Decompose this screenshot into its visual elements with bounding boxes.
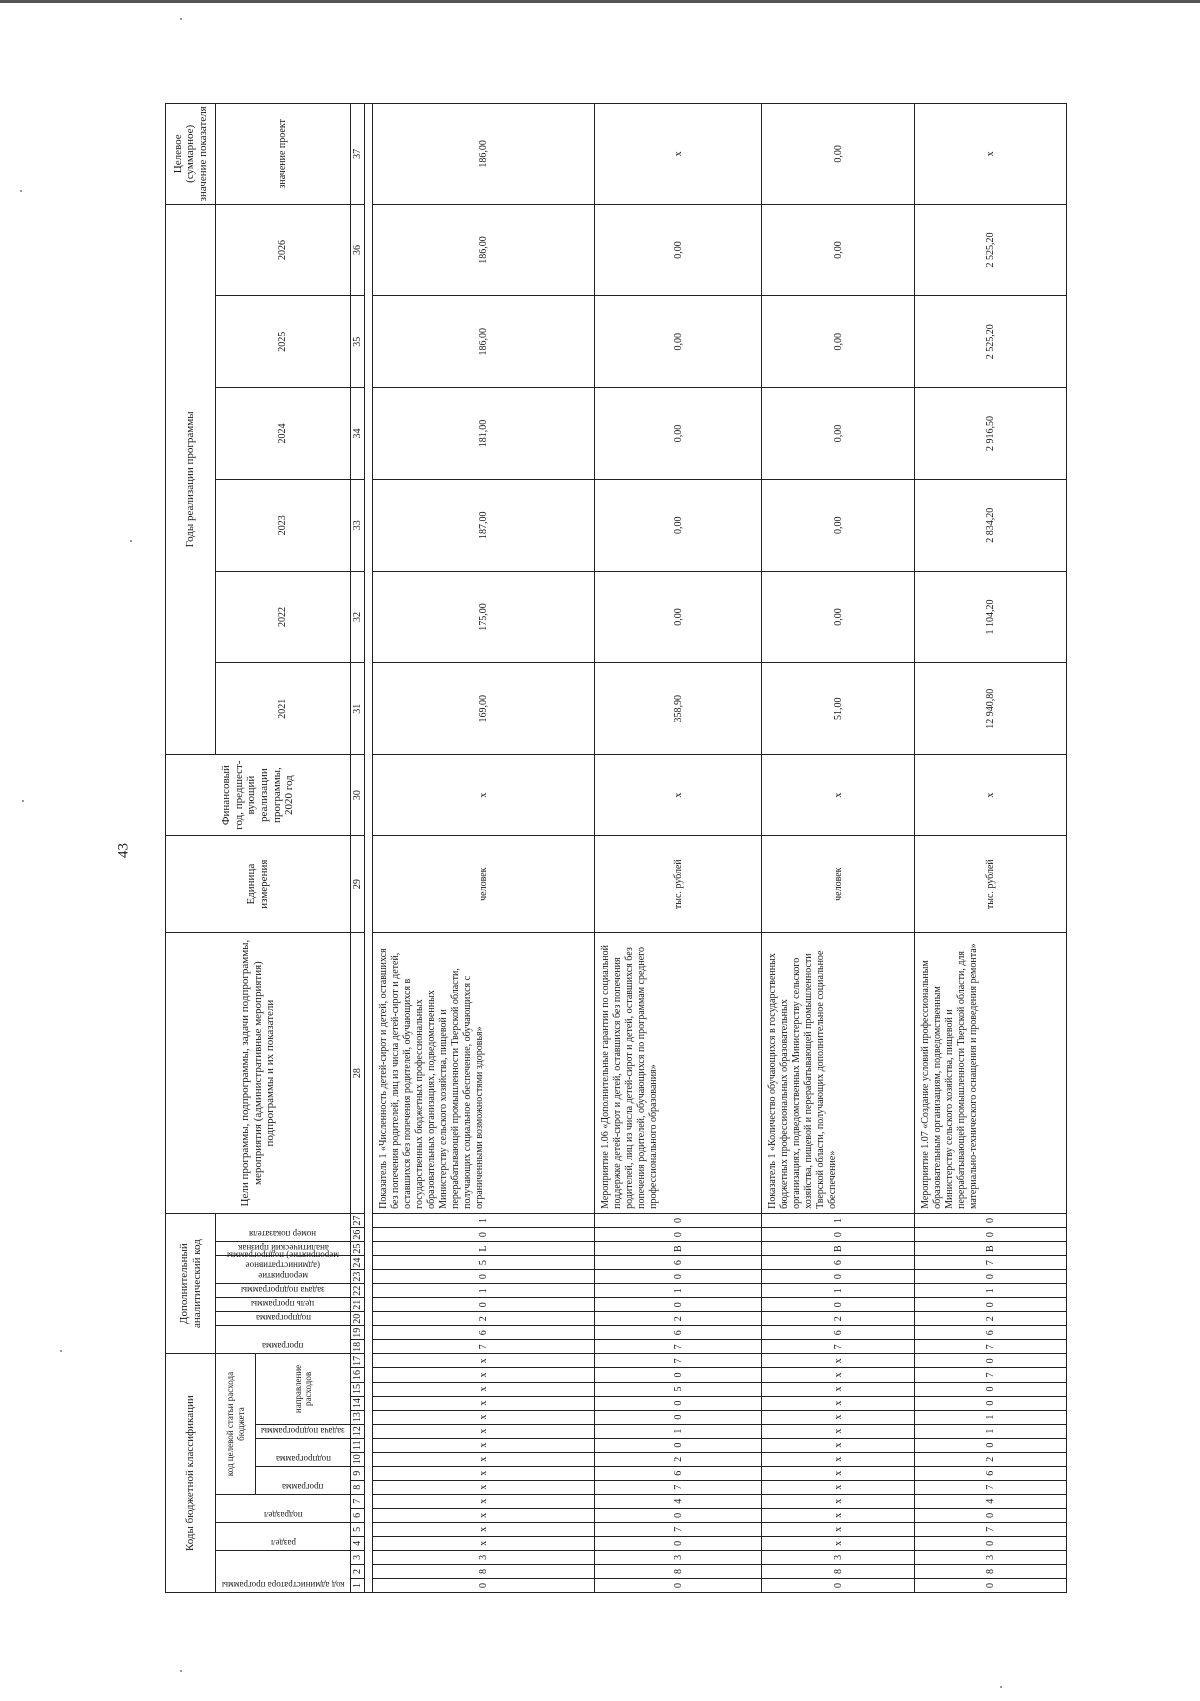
code-digit: 7 bbox=[595, 1340, 762, 1354]
page-number: 43 bbox=[115, 843, 132, 858]
row-year-value: 0,00 bbox=[595, 571, 762, 663]
column-number: 11 bbox=[351, 1438, 365, 1452]
code-digit: 0 bbox=[915, 1396, 1067, 1410]
code-digit: 0 bbox=[595, 1410, 762, 1424]
code-digit: 6 bbox=[595, 1256, 762, 1270]
column-number: 26 bbox=[351, 1228, 365, 1242]
code-digit: 7 bbox=[915, 1368, 1067, 1382]
code-digit: х bbox=[762, 1466, 915, 1480]
code-digit: х bbox=[373, 1424, 595, 1438]
column-number: 20 bbox=[351, 1312, 365, 1326]
column-number: 7 bbox=[351, 1494, 365, 1508]
code-digit: 0 bbox=[373, 1298, 595, 1312]
code-digit: 1 bbox=[915, 1284, 1067, 1298]
code-digit: 6 bbox=[762, 1256, 915, 1270]
code-digit: х bbox=[373, 1466, 595, 1480]
scan-speck bbox=[60, 1350, 62, 1352]
code-digit: 1 bbox=[373, 1213, 595, 1227]
target-article-header: код целевой статьи расхода бюджета bbox=[216, 1354, 256, 1494]
podrazdel-header: подраздел bbox=[216, 1494, 351, 1522]
code-digit: 0 bbox=[373, 1228, 595, 1242]
code-digit: х bbox=[762, 1522, 915, 1536]
row-description: Мероприятие 1.07 «Создание условий профессиональным образовательным организациям, подведомственным Министерству сельского хозяйства, пищевой и перерабатывающей промышленности Тверской области, для материально-технического оснащения и проведения ремонта» bbox=[915, 933, 1067, 1214]
column-number-row bbox=[351, 104, 365, 1593]
column-number: 9 bbox=[351, 1466, 365, 1480]
row-year-value: 181,00 bbox=[373, 388, 595, 480]
code-digit: 2 bbox=[915, 1312, 1067, 1326]
program-table bbox=[165, 103, 1067, 1593]
code-digit: 6 bbox=[595, 1466, 762, 1480]
code-digit: х bbox=[762, 1410, 915, 1424]
code-digit: 1 bbox=[915, 1410, 1067, 1424]
table-row bbox=[595, 104, 762, 1593]
column-number: 25 bbox=[351, 1242, 365, 1256]
code-digit: 7 bbox=[915, 1522, 1067, 1536]
code-digit: 0 bbox=[915, 1508, 1067, 1522]
row-year-value: 2 525,20 bbox=[915, 204, 1067, 296]
row-year-value: 0,00 bbox=[762, 571, 915, 663]
code-digit: х bbox=[373, 1508, 595, 1522]
year-2025-header: 2025 bbox=[216, 296, 351, 388]
code-digit: 0 bbox=[595, 1368, 762, 1382]
year-2022-header: 2022 bbox=[216, 571, 351, 663]
code-digit: 3 bbox=[595, 1550, 762, 1564]
code-digit: х bbox=[762, 1494, 915, 1508]
row-year-value: 0,00 bbox=[595, 479, 762, 571]
code-digit: 7 bbox=[373, 1340, 595, 1354]
column-number: 18 bbox=[351, 1340, 365, 1354]
year-2024-header: 2024 bbox=[216, 388, 351, 480]
column-number: 19 bbox=[351, 1326, 365, 1340]
code-digit: х bbox=[762, 1480, 915, 1494]
code-digit: L bbox=[373, 1242, 595, 1256]
code-digit: 3 bbox=[915, 1550, 1067, 1564]
code-digit: х bbox=[373, 1382, 595, 1396]
spacer-row bbox=[365, 104, 373, 1593]
code-digit: 1 bbox=[595, 1424, 762, 1438]
row-year-value: 0,00 bbox=[762, 204, 915, 296]
code-digit: х bbox=[373, 1438, 595, 1452]
code-digit: 0 bbox=[595, 1578, 762, 1592]
row-unit: тыс. рублей bbox=[595, 836, 762, 933]
code-digit: 0 bbox=[762, 1228, 915, 1242]
code-digit: 2 bbox=[373, 1312, 595, 1326]
code-digit: 3 bbox=[762, 1550, 915, 1564]
code-digit: 0 bbox=[373, 1270, 595, 1284]
column-number: 22 bbox=[351, 1284, 365, 1298]
program-code-header: программа bbox=[256, 1466, 351, 1494]
column-number: 12 bbox=[351, 1424, 365, 1438]
analytic-subprogram-header: подпрограмма bbox=[216, 1312, 351, 1326]
code-digit: 0 bbox=[595, 1438, 762, 1452]
code-digit: 0 bbox=[915, 1354, 1067, 1368]
column-number: 21 bbox=[351, 1298, 365, 1312]
code-digit: 6 bbox=[595, 1326, 762, 1340]
code-digit: 1 bbox=[762, 1284, 915, 1298]
column-number: 13 bbox=[351, 1410, 365, 1424]
code-digit: 4 bbox=[915, 1494, 1067, 1508]
code-digit: 0 bbox=[595, 1213, 762, 1227]
code-digit: 8 bbox=[373, 1564, 595, 1578]
subprogram-code-header: подпрограмма bbox=[256, 1438, 351, 1466]
code-digit: 0 bbox=[595, 1298, 762, 1312]
code-digit: 4 bbox=[595, 1494, 762, 1508]
code-digit: В bbox=[762, 1242, 915, 1256]
column-number: 6 bbox=[351, 1508, 365, 1522]
code-digit: 0 bbox=[915, 1578, 1067, 1592]
rotated-table-wrapper bbox=[165, 103, 1067, 1593]
code-digit: 0 bbox=[915, 1270, 1067, 1284]
code-digit: х bbox=[373, 1368, 595, 1382]
code-digit: х bbox=[762, 1536, 915, 1550]
code-digit: 6 bbox=[915, 1326, 1067, 1340]
code-digit: 0 bbox=[595, 1536, 762, 1550]
year-2026-header: 2026 bbox=[216, 204, 351, 296]
column-number: 27 bbox=[351, 1213, 365, 1227]
column-number: 3 bbox=[351, 1550, 365, 1564]
row-description: Показатель 1 «Численность детей-сирот и детей, оставшихся без попечения родителей, лиц из числа детей-сирот и детей, оставшихся без попечения родителей, обучающихся в государственных бюджетных профессиональных образовательных организациях, подведомственных Министерству сельского хозяйства, пищевой и перерабатывающей промышленности Тверской области, получающих социальное обеспечение, обучающихся с ограниченными возможностями здоровья» bbox=[373, 933, 595, 1214]
row-target-value: 0,00 bbox=[762, 104, 915, 205]
code-digit: 1 bbox=[762, 1213, 915, 1227]
code-digit: 2 bbox=[595, 1452, 762, 1466]
code-digit: х bbox=[762, 1368, 915, 1382]
column-number: 33 bbox=[351, 479, 365, 571]
row-year-value: 51,00 bbox=[762, 663, 915, 755]
column-number: 36 bbox=[351, 204, 365, 296]
code-digit: В bbox=[595, 1242, 762, 1256]
row-unit: человек bbox=[762, 836, 915, 933]
code-digit: х bbox=[373, 1452, 595, 1466]
code-digit: 7 bbox=[595, 1522, 762, 1536]
code-digit: 7 bbox=[762, 1340, 915, 1354]
row-prev-year: х bbox=[373, 755, 595, 836]
table-row bbox=[915, 104, 1067, 1593]
column-number: 31 bbox=[351, 663, 365, 755]
code-digit: 0 bbox=[595, 1270, 762, 1284]
analytic-code-header: Дополнительный аналитический код bbox=[166, 1213, 216, 1353]
code-digit: 0 bbox=[915, 1438, 1067, 1452]
code-digit: 0 bbox=[915, 1213, 1067, 1227]
column-number: 24 bbox=[351, 1256, 365, 1270]
table-row bbox=[762, 104, 915, 1593]
scan-speck bbox=[130, 540, 132, 542]
row-description: Показатель 1 «Количество обучающихся в государственных бюджетных профессиональных образовательных организациях, подведомственных Министерству сельского хозяйства, пищевой и перерабатывающей промышленности Тверской области, получающих дополнительное социальное обеспечение» bbox=[762, 933, 915, 1214]
column-number: 23 bbox=[351, 1270, 365, 1284]
row-year-value: 358,90 bbox=[595, 663, 762, 755]
row-year-value: 2 525,20 bbox=[915, 296, 1067, 388]
code-digit: 1 bbox=[595, 1284, 762, 1298]
code-digit: 3 bbox=[373, 1550, 595, 1564]
row-year-value: 0,00 bbox=[762, 296, 915, 388]
column-number: 17 bbox=[351, 1354, 365, 1368]
row-year-value: 2 916,50 bbox=[915, 388, 1067, 480]
analytic-program-header: программа bbox=[216, 1326, 351, 1354]
column-number: 37 bbox=[351, 104, 365, 205]
code-digit: х bbox=[762, 1438, 915, 1452]
code-digit: х bbox=[762, 1382, 915, 1396]
code-digit: 0 bbox=[595, 1508, 762, 1522]
column-number: 35 bbox=[351, 296, 365, 388]
year-2023-header: 2023 bbox=[216, 479, 351, 571]
row-year-value: 1 104,20 bbox=[915, 571, 1067, 663]
indicator-number-header: номер показателя bbox=[216, 1213, 351, 1241]
column-number: 2 bbox=[351, 1564, 365, 1578]
column-number: 16 bbox=[351, 1368, 365, 1382]
code-digit: х bbox=[762, 1354, 915, 1368]
code-digit: 7 bbox=[915, 1480, 1067, 1494]
scan-speck bbox=[180, 1670, 182, 1672]
row-year-value: 169,00 bbox=[373, 663, 595, 755]
code-digit: х bbox=[762, 1424, 915, 1438]
row-prev-year: х bbox=[915, 755, 1067, 836]
row-year-value: 2 834,20 bbox=[915, 479, 1067, 571]
code-digit: х bbox=[762, 1508, 915, 1522]
code-digit: 0 bbox=[762, 1298, 915, 1312]
admin-code-header: код администратора программы bbox=[216, 1550, 351, 1592]
code-digit: 7 bbox=[595, 1354, 762, 1368]
code-digit: х bbox=[373, 1494, 595, 1508]
column-number: 29 bbox=[351, 836, 365, 933]
code-digit: 0 bbox=[915, 1228, 1067, 1242]
target-sub-header: значение проект bbox=[216, 104, 351, 205]
row-year-value: 186,00 bbox=[373, 296, 595, 388]
analytic-measure-header: мероприятие (административное мероприятие) подпрограммы bbox=[216, 1256, 351, 1284]
code-digit: 1 bbox=[373, 1284, 595, 1298]
column-number: 10 bbox=[351, 1452, 365, 1466]
code-digit: 6 bbox=[915, 1466, 1067, 1480]
code-digit: 7 bbox=[915, 1256, 1067, 1270]
row-year-value: 187,00 bbox=[373, 479, 595, 571]
column-number: 32 bbox=[351, 571, 365, 663]
code-digit: 7 bbox=[915, 1340, 1067, 1354]
analytic-task-header: задача подпрограммы bbox=[216, 1284, 351, 1298]
code-digit: х bbox=[373, 1536, 595, 1550]
analytic-goal-header: цель программы bbox=[216, 1298, 351, 1312]
row-target-value: х bbox=[915, 104, 1067, 205]
row-year-value: 0,00 bbox=[595, 388, 762, 480]
code-digit: 0 bbox=[915, 1536, 1067, 1550]
scan-speck bbox=[20, 190, 22, 192]
table-row bbox=[373, 104, 595, 1593]
row-year-value: 12 940,80 bbox=[915, 663, 1067, 755]
scan-top-border bbox=[0, 0, 1200, 3]
code-digit: х bbox=[762, 1452, 915, 1466]
code-digit: х bbox=[373, 1410, 595, 1424]
analytic-sign-header: аналитический признак bbox=[216, 1242, 351, 1256]
code-digit: 8 bbox=[595, 1564, 762, 1578]
code-digit: х bbox=[762, 1396, 915, 1410]
goals-header: Цели программы, подпрограммы, задачи подпрограммы, мероприятия (административные мероприятия) подпрограммы и их показатели bbox=[166, 933, 351, 1214]
row-year-value: 0,00 bbox=[762, 388, 915, 480]
expense-direction-header: направление расходов bbox=[256, 1354, 351, 1424]
row-year-value: 175,00 bbox=[373, 571, 595, 663]
column-number: 30 bbox=[351, 755, 365, 836]
code-digit: 2 bbox=[762, 1312, 915, 1326]
code-digit: 2 bbox=[915, 1452, 1067, 1466]
target-header: Целевое (суммарное) значение показателя bbox=[166, 104, 216, 205]
code-digit: 0 bbox=[595, 1396, 762, 1410]
code-digit: В bbox=[915, 1242, 1067, 1256]
column-number: 28 bbox=[351, 933, 365, 1214]
row-target-value: 186,00 bbox=[373, 104, 595, 205]
scan-speck bbox=[1000, 1686, 1002, 1688]
code-digit: 0 bbox=[595, 1228, 762, 1242]
row-prev-year: х bbox=[762, 755, 915, 836]
row-prev-year: х bbox=[595, 755, 762, 836]
row-year-value: 0,00 bbox=[595, 296, 762, 388]
row-year-value: 0,00 bbox=[762, 479, 915, 571]
code-digit: 0 bbox=[762, 1270, 915, 1284]
code-digit: 5 bbox=[373, 1256, 595, 1270]
code-digit: х bbox=[373, 1480, 595, 1494]
code-digit: 0 bbox=[762, 1578, 915, 1592]
code-digit: 6 bbox=[762, 1326, 915, 1340]
row-unit: человек bbox=[373, 836, 595, 933]
row-target-value: х bbox=[595, 104, 762, 205]
scan-speck bbox=[22, 800, 24, 802]
code-digit: 1 bbox=[915, 1424, 1067, 1438]
year-2021-header: 2021 bbox=[216, 663, 351, 755]
code-digit: 5 bbox=[595, 1382, 762, 1396]
code-digit: х bbox=[373, 1354, 595, 1368]
column-number: 15 bbox=[351, 1382, 365, 1396]
unit-header: Единица измерения bbox=[166, 836, 351, 933]
years-header: Годы реализации программы bbox=[166, 204, 216, 755]
row-year-value: 0,00 bbox=[595, 204, 762, 296]
column-number: 5 bbox=[351, 1522, 365, 1536]
code-digit: 0 bbox=[915, 1298, 1067, 1312]
budget-codes-header: Коды бюджетной классификации bbox=[166, 1354, 216, 1593]
scan-speck bbox=[180, 18, 182, 20]
row-description: Мероприятие 1.06 «Дополнительные гарантии по социальной поддержке детей-сирот и детей, оставшихся без попечения родителей, лиц из числа детей-сирот и детей, оставшихся без попечения родителей, обучающихся по программам среднего профессионального образования» bbox=[595, 933, 762, 1214]
code-digit: 8 bbox=[915, 1564, 1067, 1578]
code-digit: 0 bbox=[373, 1578, 595, 1592]
razdel-header: раздел bbox=[216, 1522, 351, 1550]
column-number: 14 bbox=[351, 1396, 365, 1410]
code-digit: х bbox=[373, 1396, 595, 1410]
code-digit: 0 bbox=[915, 1382, 1067, 1396]
code-digit: 7 bbox=[595, 1480, 762, 1494]
prev-year-header: Финансовый год, предшест-вующий реализации программы, 2020 год bbox=[166, 755, 351, 836]
column-number: 1 bbox=[351, 1578, 365, 1592]
code-digit: 6 bbox=[373, 1326, 595, 1340]
code-digit: 2 bbox=[595, 1312, 762, 1326]
row-year-value: 186,00 bbox=[373, 204, 595, 296]
column-number: 4 bbox=[351, 1536, 365, 1550]
code-digit: 8 bbox=[762, 1564, 915, 1578]
column-number: 34 bbox=[351, 388, 365, 480]
task-code-header: задача подпрограммы bbox=[256, 1424, 351, 1438]
code-digit: х bbox=[373, 1522, 595, 1536]
column-number: 8 bbox=[351, 1480, 365, 1494]
row-unit: тыс. рублей bbox=[915, 836, 1067, 933]
